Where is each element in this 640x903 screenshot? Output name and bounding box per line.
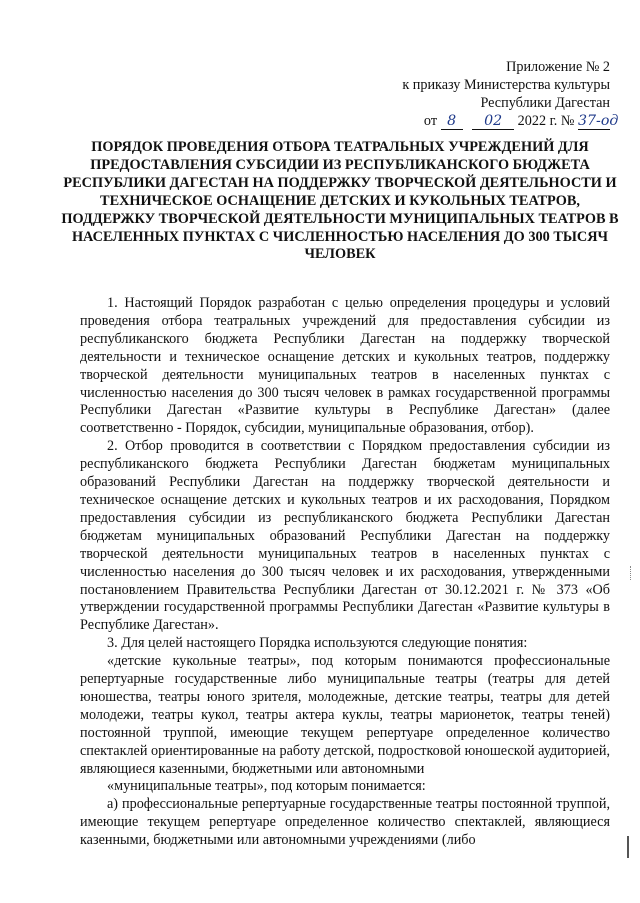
- paragraph-2: 2. Отбор проводится в соответствии с Порядком предоставления субсидии из республиканского бюджета Республики Дагестан бюджетам муниципальных образований Республики Дагестан на поддержку творческой деятельности и техническое оснащение детских и кукольных театров и их расходования, Порядком предоставления субсидии из республиканского бюджета Республики Дагестан бюджетам муниципальных образований Республики Дагестан на поддержку творческой деятельности муниципальных театров в населенных пунктах с численностью населения до 300 тысяч человек и их расходования, утвержденными постановлением Правительства Республики Дагестан от 30.12.2021 г. № 373 «Об утверждении государственной программы Республики Дагестан «Развитие культуры в Республике Дагестан».: [80, 438, 610, 634]
- order-reference: к приказу Министерства культуры: [402, 77, 610, 93]
- appendix-header: [402, 58, 619, 130]
- handwritten-month: 02: [472, 114, 514, 130]
- ministry-region: Республики Дагестан: [480, 95, 610, 111]
- definition-childrens-theatres: «детские кукольные театры», под которым понимаются профессиональные репертуарные государственные либо муниципальные театры (театры для детей юношества, театры юного зрителя, молодежные, детские театры, театры для детей молодежи, театры кукол, театры актера куклы, театры марионеток, театры теней) постоянной труппой, имеющие текущем репертуаре определенное количество спектаклей ориентированные на работу детской, подростковой юношеской аудиторией, являющиеся казенными, бюджетными или автономными: [80, 653, 610, 777]
- definition-item-a: а) профессиональные репертуарные государственные театры постоянной труппой, имеющие текущем репертуаре определенное количество спектаклей, являющиеся казенными, бюджетными или автономными учреждениями (либо: [80, 796, 610, 849]
- date-prefix: от: [423, 113, 438, 129]
- appendix-number: Приложение № 2: [506, 59, 610, 75]
- date-year: 2022 г. №: [517, 113, 575, 129]
- document-title: ПОРЯДОК ПРОВЕДЕНИЯ ОТБОРА ТЕАТРАЛЬНЫХ УЧРЕЖДЕНИЙ ДЛЯ ПРЕДОСТАВЛЕНИЯ СУБСИДИИ ИЗ РЕСПУБЛИКАНСКОГО БЮДЖЕТА РЕСПУБЛИКИ ДАГЕСТАН НА ПОДДЕРЖКУ ТВОРЧЕСКОЙ ДЕЯТЕЛЬНОСТИ И ТЕХНИЧЕСКОЕ ОСНАЩЕНИЕ ДЕТСКИХ И КУКОЛЬНЫХ ТЕАТРОВ, ПОДДЕРЖКУ ТВОРЧЕСКОЙ ДЕЯТЕЛЬНОСТИ МУНИЦИПАЛЬНЫХ ТЕАТРОВ В НАСЕЛЕННЫХ ПУНКТАХ С ЧИСЛЕННОСТЬЮ НАСЕЛЕНИЯ ДО 300 ТЫСЯЧ ЧЕЛОВЕК: [61, 139, 619, 263]
- document-body: [80, 295, 610, 850]
- scan-artifact: [630, 566, 635, 580]
- handwritten-day: 8: [441, 114, 463, 130]
- handwritten-order-number: 37-од: [578, 113, 619, 129]
- paragraph-3: 3. Для целей настоящего Порядка используются следующие понятия:: [107, 635, 528, 652]
- scan-edge-mark: [627, 836, 631, 858]
- order-date-line: [402, 112, 619, 130]
- paragraph-1: 1. Настоящий Порядок разработан с целью определения процедуры и условий проведения отбора театральных учреждений для предоставления субсидии из республиканского бюджета Республики Дагестан на поддержку творческой деятельности и техническое оснащение детских и кукольных театров, поддержку творческой деятельности муниципальных театров в населенных пунктах с численностью населения до 300 тысяч человек в рамках государственной программы Республики Дагестан «Развитие культуры в Республике Дагестан» (далее соответственно - Порядок, субсидии, муниципальные образования, отбор).: [80, 295, 610, 437]
- definition-municipal-theatres: «муниципальные театры», под которым понимается:: [107, 778, 426, 795]
